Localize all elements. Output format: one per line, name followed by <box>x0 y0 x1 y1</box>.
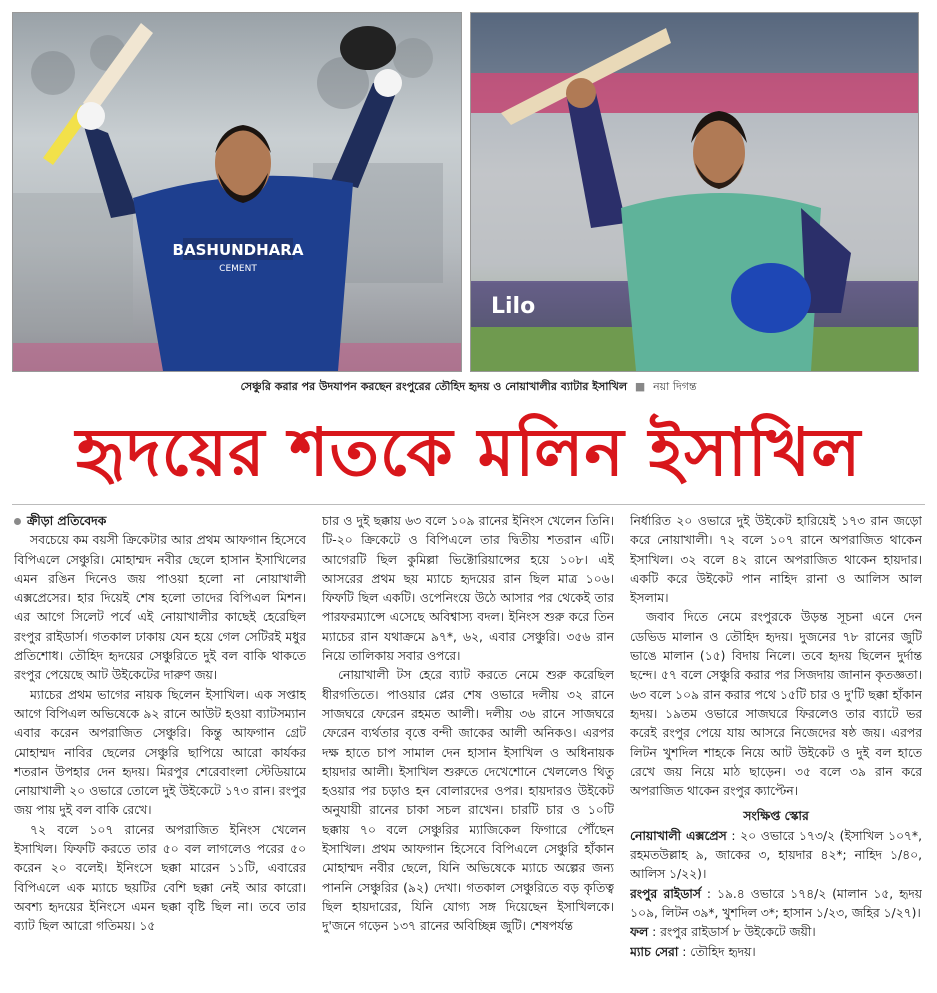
score-mom-text: : তৌহিদ হৃদয়। <box>682 944 756 959</box>
score-team2-name: রংপুর রাইডার্স <box>630 886 701 901</box>
caption-separator-icon: ■ <box>634 380 646 393</box>
photo-isakhil <box>470 12 919 372</box>
score-mom <box>630 943 922 962</box>
byline-text: ক্রীড়া প্রতিবেদক <box>27 514 107 528</box>
right-board-text: Lilo <box>491 294 536 319</box>
score-result-text: : রংপুর রাইডার্স ৮ উইকেটে জয়ী। <box>652 925 816 940</box>
photo-isakhil-illustration <box>471 13 918 371</box>
paragraph: সবচেয়ে কম বয়সী ক্রিকেটার আর প্রথম আফগান হিসেবে বিপিএলে সেঞ্চুরি। মোহাম্মদ নবীর ছেলে হাসান ইসাখিলের এমন রঙিন দিনেও জয় পাওয়া হলো না নোয়াখালী এক্সপ্রেসের। হার দিয়েই শেষ হলো তাদের বিপিএল মিশন। এর আগে সিলেট পর্বে এই নোয়াখালীর কাছেই হেরেছিল রংপুর রাইডার্স। গতকাল ঢাকায় যেন হয়ে গেল সেটিরই মধুর প্রতিশোধ। তৌহিদ হৃদয়ের সেঞ্চুরিতে দুই বল বাকি থাকতে রংপুর পেয়েছে আট উইকেটের দারুণ জয়। <box>14 533 306 683</box>
score-team1-line: : ২০ ওভারে ১৭৩/২ (ইসাখিল ১০৭*, রহমতউল্লাহ ৯, জাকের ৩, হায়দার ৪২*; নাহিদ ১/৪০, আলিস ১/২২)। <box>630 828 922 882</box>
paragraph: ম্যাচের প্রথম ভাগের নায়ক ছিলেন ইসাখিল। এক সপ্তাহ আগে বিপিএল অভিষেকে ৯২ রানে আউট হওয়া ব্যাটসম্যান এবার করেন অপরাজিত সেঞ্চুরি। কিন্তু আফগান গ্রেট মোহাম্মদ নাবির ছেলের সেঞ্চুরি ছাপিয়ে আরো কার্যকর শতরান উপহার দেন হৃদয়। মিরপুর শেরেবাংলা স্টেডিয়ামে নোয়াখালী ২০ ওভারে তোলে দুই উইকেটে ১৭৩ রান। রংপুর জয় পায় দুই বল বাকি রেখে। <box>14 687 306 818</box>
headline-divider <box>12 504 925 505</box>
photo-caption <box>0 378 937 397</box>
photo-hridoy-illustration <box>13 13 461 371</box>
score-mom-label: ম্যাচ সেরা <box>630 944 679 959</box>
byline <box>14 512 306 531</box>
article-column-2 <box>322 512 614 990</box>
caption-text: সেঞ্চুরি করার পর উদযাপন করছেন রংপুরের তৌহিদ হৃদয় ও নোয়াখালীর ব্যাটার ইসাখিল <box>240 380 628 393</box>
paragraph: নির্ধারিত ২০ ওভারে দুই উইকেট হারিয়েই ১৭৩ রান জড়ো করে নোয়াখালী। ৭২ বলে ১০৭ রানে অপরাজিত থাকেন ইসাখিল। ৩২ বলে ৪২ রানে অপরাজিত থাকেন হায়দার। একটি করে উইকেট পান নাহিদ রানা ও আলিস আল ইসলাম। <box>630 514 922 606</box>
paragraph: জবাব দিতে নেমে রংপুরকে উড়ন্ত সূচনা এনে দেন ডেভিড মালান ও তৌহিদ হৃদয়। দুজনের ৭৮ রানের জুটি ভাঙে মালান (১৫) বিদায় নিলে। তবে হৃদয় ছিলেন দুর্দান্ত ছন্দে। ৫৭ বলে সেঞ্চুরি করার পর সিজদায় জানান কৃতজ্ঞতা। ৬৩ বলে ১০৯ রান করার পথে ১৫টি চার ও দু'টি ছক্কা হাঁকান হৃদয়। ১৯তম ওভারে সাজঘরে ফিরলেও তার ব্যাটে ভর করেই রংপুর পেয়ে যায় আসরে নিজেদের ষষ্ঠ জয়। এরপর লিটন খুশদিল শাহকে নিয়ে আট উইকেট ও দুই বল হাতে রেখে জয় নিয়ে মাঠ ছাড়েন। ৩৫ বলে ৩৯ রান করে অপরাজিত থাকেন রংপুর ক্যাপ্টেন। <box>630 610 922 799</box>
score-team1 <box>630 827 922 885</box>
score-title: সংক্ষিপ্ত স্কোর <box>743 809 809 824</box>
left-jersey-text: BASHUNDHARA <box>172 241 304 259</box>
paragraph: চার ও দুই ছক্কায় ৬৩ বলে ১০৯ রানের ইনিংস খেলেন তিনি। টি-২০ ক্রিকেটে ও বিপিএলে তার দ্বিতীয় শতরান এটি। আগেরটি ছিল কুমিল্লা ভিক্টোরিয়ান্সের হয়ে ১০৮। এই আসরের প্রথম ছয় ম্যাচে হৃদয়ের রান ছিল মাত্র ১০৬। ফিফটি ছিল একটি। ওপেনিংয়ে উঠে আসার পর থেকেই তার পারফরম্যান্সে এসেছে অবিশ্বাস্য বদল। ইনিংস শুরু করে তিন ম্যাচের রান যথাক্রমে ৯৭*, ৬২, এবার সেঞ্চুরি। ৩৫৬ রান নিয়ে তালিকায় সবার ওপরে। <box>322 514 614 664</box>
score-team2-line: : ১৯.৪ ওভারে ১৭৪/২ (মালান ১৫, হৃদয় ১০৯, লিটন ৩৯*, খুশদিল ৩*; হাসান ১/২৩, জহির ১/২৭)। <box>630 886 922 920</box>
photo-hridoy <box>12 12 462 372</box>
score-result <box>630 923 922 942</box>
left-jersey-sub: CEMENT <box>219 264 257 274</box>
paragraph: নোয়াখালী টস হেরে ব্যাট করতে নেমে শুরু করেছিল ধীরগতিতে। পাওয়ার প্লের শেষ ওভারে দলীয় ৩২ রানে সাজঘরে ফেরেন রহমত আলী। দলীয় ৩৬ রানে সাজঘরে ফেরেন ব্যর্থতার বৃত্তে বন্দী জাকের আলী অনিকও। এরপর দক্ষ হাতে চাপ সামাল দেন হাসান ইসাখিল ও অধিনায়ক হায়দার আলী। ইসাখিল শুরুতে দেখেশোনে খেললেও থিতু হওয়ার পর চড়াও হন বোলারদের ওপর। হায়দারও উইকেট অনুযায়ী রানের চাকা সচল রাখেন। চারটি চার ও ১০টি ছক্কায় ৭০ বলে সেঞ্চুরির ম্যাজিকেল ফিগারে পৌঁছেন ইসাখিল। প্রথম আফগান হিসেবে বিপিএলে সেঞ্চুরি হাঁকান মোহাম্মদ নবীর ছেলে, যিনি অভিষেকে ম্যাচে অল্পের জন্য পাননি সেঞ্চুরির (৯২) দেখা। গতকাল সেঞ্চুরিতে বড় কৃতিত্ব ছিল হায়দারের, যিনি যোগ্য সঙ্গ দিয়েছেন ইসাখিলকে। দু'জনে গড়েন ১৩৭ রানের অবিচ্ছিন্ন জুটি। শেষপর্যন্ত <box>322 668 614 934</box>
headline: হৃদয়ের শতকে মলিন ইসাখিল <box>75 413 862 491</box>
article-column-3 <box>630 512 922 990</box>
article-column-1 <box>14 512 306 990</box>
score-team1-name: নোয়াখালী এক্সপ্রেস <box>630 828 727 843</box>
score-result-label: ফল <box>630 925 649 940</box>
paragraph: ৭২ বলে ১০৭ রানের অপরাজিত ইনিংস খেলেন ইসাখিল। ফিফটি করতে তার ৫০ বল লাগলেও পরের ৫০ করেন ২০ বলেই। ইনিংসে ছক্কা মারেন ১১টি, এবারের বিপিএলে এক ম্যাচে ছয়টির বেশি ছক্কা নেই আর কারো। অবশ্য হৃদয়ের ইনিংসে এমন ছক্কা বৃষ্টি ছিল না। তবে তার ব্যাট ছিল আরো গতিময়। ১৫ <box>14 822 306 934</box>
score-team2 <box>630 885 922 924</box>
photo-credit: নয়া দিগন্ত <box>653 380 697 393</box>
bullet-icon <box>14 518 21 525</box>
